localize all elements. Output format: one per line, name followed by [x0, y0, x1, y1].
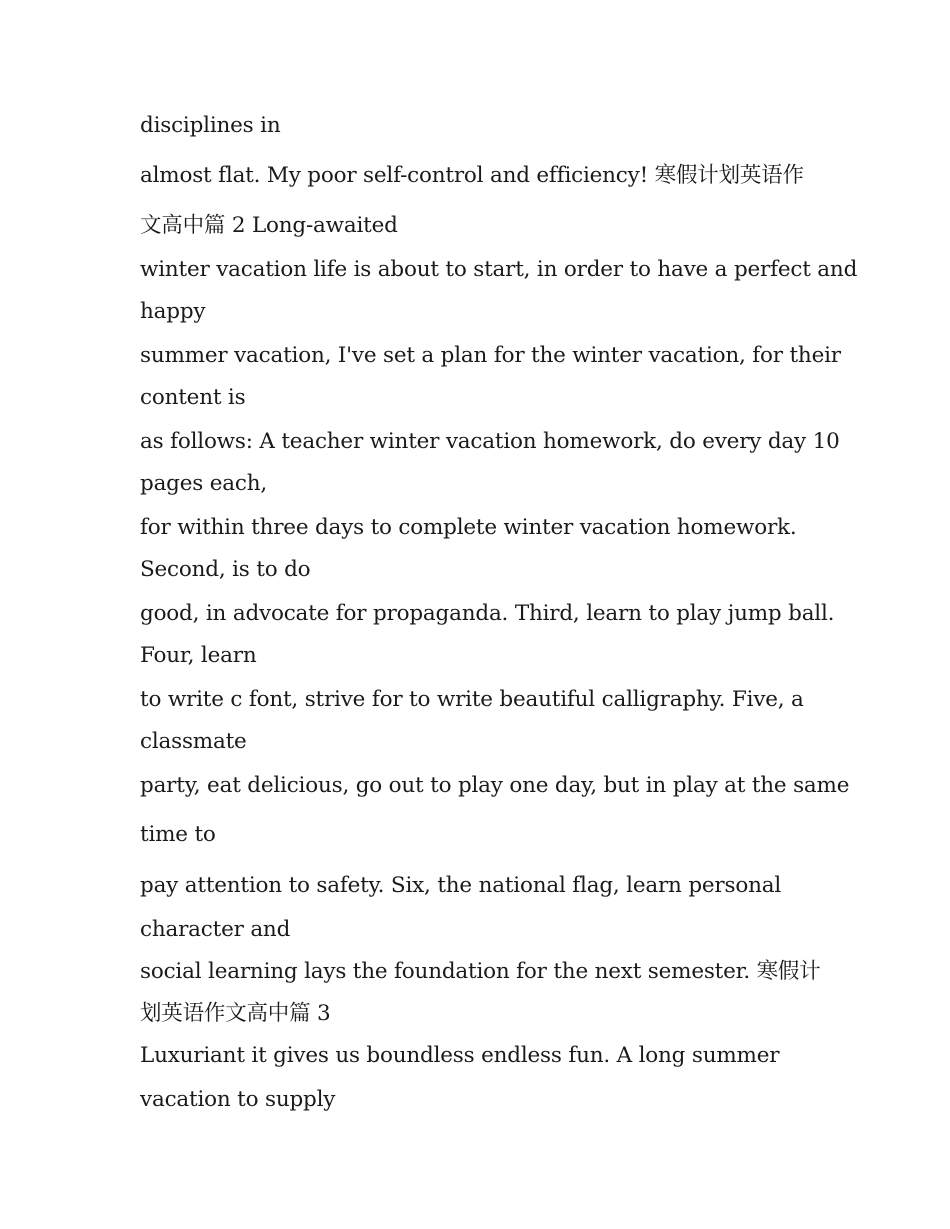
text-line: 划英语作文高中篇 3 [140, 1001, 331, 1026]
text-line: Four, learn [140, 643, 257, 668]
text-line: summer vacation, I've set a plan for the winter vacation, for their [140, 343, 841, 368]
text-line: character and [140, 917, 291, 942]
text-line: party, eat delicious, go out to play one day, but in play at the same [140, 773, 850, 798]
text-line: disciplines in [140, 113, 281, 138]
text-line: vacation to supply [140, 1087, 336, 1112]
text-line: to write c font, strive for to write beautiful calligraphy. Five, a [140, 687, 804, 712]
text-line: pay attention to safety. Six, the national flag, learn personal [140, 873, 782, 898]
text-line: 文高中篇 2 Long-awaited [140, 213, 398, 238]
text-line: happy [140, 299, 206, 324]
text-line: classmate [140, 729, 247, 754]
text-line: pages each, [140, 471, 267, 496]
document-body [140, 108, 858, 1124]
text-line: as follows: A teacher winter vacation homework, do every day 10 [140, 429, 840, 454]
text-line: social learning lays the foundation for the next semester. 寒假计 [140, 959, 821, 984]
text-line: winter vacation life is about to start, in order to have a perfect and [140, 257, 858, 282]
text-line: content is [140, 385, 246, 410]
text-line: for within three days to complete winter vacation homework. [140, 515, 797, 540]
text-line: good, in advocate for propaganda. Third, learn to play jump ball. [140, 601, 835, 626]
text-line: almost flat. My poor self-control and efficiency! 寒假计划英语作 [140, 163, 804, 188]
text-line: time to [140, 822, 216, 847]
text-line: Second, is to do [140, 557, 311, 582]
text-line: Luxuriant it gives us boundless endless fun. A long summer [140, 1043, 780, 1068]
